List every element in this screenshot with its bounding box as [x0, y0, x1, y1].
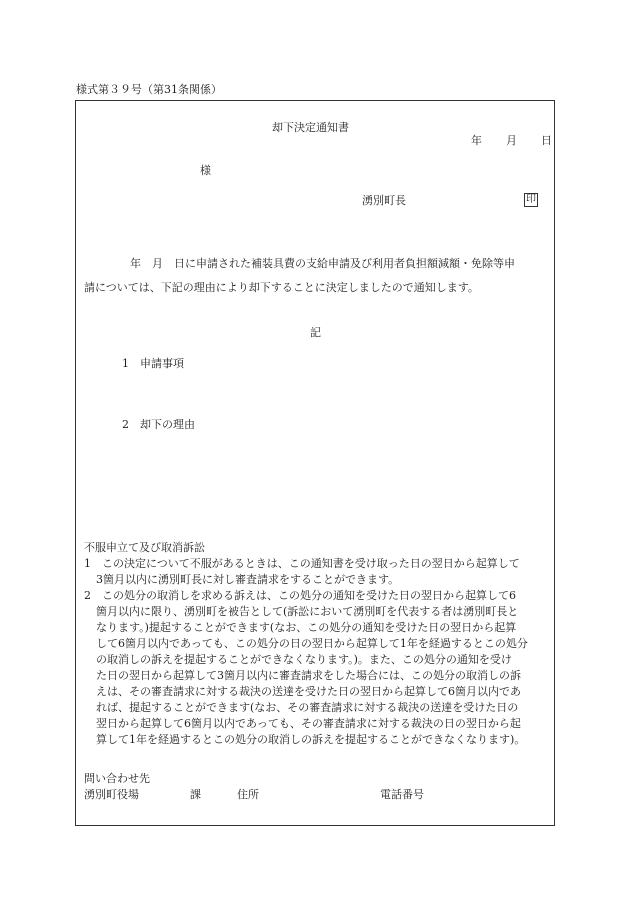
body-line-1: 年 月 日に申請された補装具費の支給申請及び利用者負担額減額・免除等申 [130, 257, 515, 270]
seal-mark: 印 [526, 194, 536, 205]
form-number: 様式第３９号（第31条関係） [76, 83, 222, 96]
appeal-para-2-line: して6箇月以内であっても、この処分の日の翌日から起算して1年を経過するとこの処分 [96, 637, 528, 650]
appeal-para-2-line: 箇月以内に限り、湧別町を被告として(訴訟において湧別町を代表する者は湧別町長と [96, 605, 519, 618]
appeal-para-2-line: 翌日から起算して6箇月以内であっても、その審査請求に対する裁決の日の翌日から起 [96, 717, 521, 730]
ki-heading: 記 [310, 326, 321, 339]
document-title: 却下決定通知書 [272, 121, 349, 134]
body-line-2: 請については、下記の理由により却下することに決定しましたので通知します。 [84, 281, 479, 294]
contact-address: 住所 [237, 788, 259, 801]
item-reason: 2 却下の理由 [122, 418, 195, 431]
appeal-para-2-line: の取消しの訴えを提起することができなくなります。)。また、この処分の通知を受け [96, 653, 512, 666]
appeal-para-2-line: なります。)提起することができます(なお、この処分の通知を受けた日の翌日から起算 [96, 621, 517, 634]
appeal-para-2-line: れば、提起することができます(なお、その審査請求に対する裁決の送達を受けた日の [96, 701, 519, 714]
contact-section: 課 [190, 788, 201, 801]
contact-phone: 電話番号 [380, 788, 424, 801]
appeal-para-1-line-1: 1 この決定について不服があるときは、この通知書を受け取った日の翌日から起算して [84, 557, 520, 570]
contact-heading: 問い合わせ先 [84, 772, 150, 785]
date-month: 月 [506, 134, 517, 147]
appeal-heading: 不服申立て及び取消訴訟 [84, 541, 205, 554]
issuer-name: 湧別町長 [362, 194, 406, 207]
date-year: 年 [471, 134, 482, 147]
appeal-para-2-line: 算して1年を経過するとこの処分の取消しの訴えを提起することができなくなります)。 [96, 733, 526, 746]
addressee-suffix: 様 [200, 164, 211, 177]
appeal-para-2-line: えは、その審査請求に対する裁決の送達を受けた日の翌日から起算して6箇月以内であ [96, 685, 521, 698]
date-day: 日 [541, 134, 552, 147]
appeal-para-2-line: た日の翌日から起算して3箇月以内に審査請求をした場合には、この処分の取消しの訴 [96, 669, 521, 682]
item-application: 1 申請事項 [122, 357, 184, 370]
contact-office: 湧別町役場 [84, 788, 139, 801]
appeal-para-2-line: 2 この処分の取消しを求める訴えは、この処分の通知を受けた日の翌日から起算して6 [84, 589, 516, 602]
appeal-para-1-line-2: 3箇月以内に湧別町長に対し審査請求をすることができます。 [96, 573, 400, 586]
